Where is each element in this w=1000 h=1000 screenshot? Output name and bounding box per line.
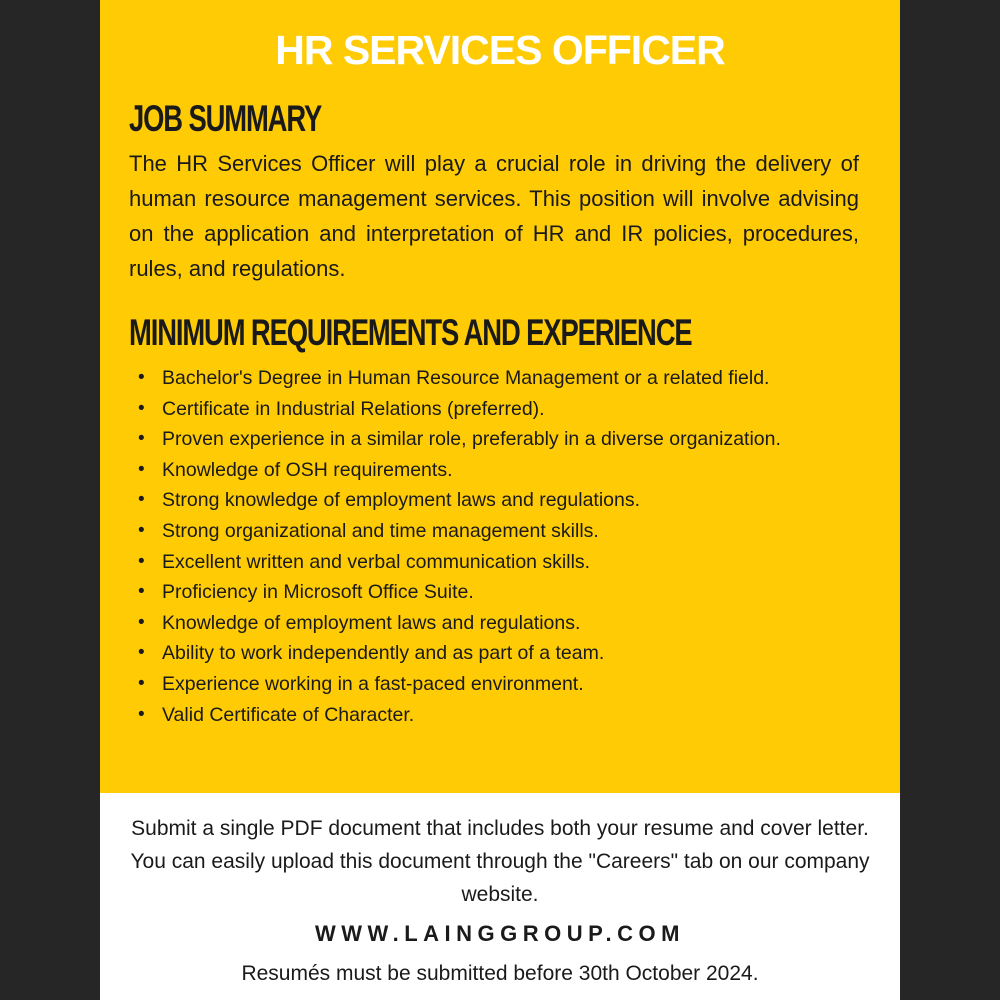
requirement-item — [135, 547, 856, 578]
requirement-text: Proven experience in a similar role, preferably in a diverse organization. — [162, 428, 781, 451]
requirement-item — [135, 638, 856, 669]
bullet-icon: • — [138, 428, 145, 450]
requirement-text: Excellent written and verbal communication skills. — [162, 550, 591, 573]
bullet-icon: • — [138, 550, 145, 572]
requirement-text: Ability to work independently and as part of a team. — [162, 642, 605, 665]
requirement-item — [135, 700, 856, 731]
requirements-list — [135, 363, 856, 730]
bullet-icon: • — [138, 611, 145, 633]
requirement-text: Bachelor's Degree in Human Resource Management or a related field. — [162, 367, 770, 389]
job-details-panel — [100, 0, 900, 793]
job-posting-card — [100, 0, 900, 1000]
bullet-icon: • — [138, 581, 145, 603]
bullet-icon: • — [138, 489, 145, 511]
requirement-text: Valid Certificate of Character. — [162, 703, 415, 726]
bullet-icon: • — [138, 519, 145, 541]
requirement-item — [135, 394, 856, 425]
requirement-item — [135, 669, 856, 700]
application-instructions: Submit a single PDF document that includes both your resume and cover letter. You can easily upload this document through the "Careers" tab on our company website. — [130, 817, 870, 906]
requirement-item — [135, 363, 856, 394]
bullet-icon: • — [138, 458, 145, 480]
requirement-text: Certificate in Industrial Relations (preferred). — [162, 397, 545, 420]
requirements-heading: MINIMUM REQUIREMENTS AND EXPERIENCE — [129, 312, 692, 353]
requirement-text: Experience working in a fast-paced environment. — [162, 672, 584, 695]
company-website-link[interactable]: WWW.LAINGGROUP.COM — [315, 921, 685, 946]
bullet-icon: • — [138, 642, 145, 664]
requirement-item — [135, 455, 856, 486]
requirement-text: Proficiency in Microsoft Office Suite. — [162, 581, 474, 604]
requirement-item — [135, 424, 856, 455]
job-summary-text: The HR Services Officer will play a crucial role in driving the delivery of human resource management services. This position will involve advising on the application and interpretation of HR and IR policies, procedures, rules, and regulations. — [129, 151, 859, 281]
requirement-item — [135, 577, 856, 608]
bullet-icon: • — [138, 672, 145, 694]
job-title: HR SERVICES OFFICER — [275, 27, 725, 73]
requirement-text: Knowledge of employment laws and regulations. — [162, 611, 581, 634]
requirement-item — [135, 485, 856, 516]
requirement-item — [135, 516, 856, 547]
bullet-icon: • — [138, 397, 145, 419]
requirement-text: Knowledge of OSH requirements. — [162, 458, 453, 481]
requirement-text: Strong knowledge of employment laws and regulations. — [162, 489, 641, 512]
job-summary-heading: JOB SUMMARY — [129, 98, 322, 139]
bullet-icon: • — [138, 367, 145, 388]
bullet-icon: • — [138, 703, 145, 725]
requirement-text: Strong organizational and time management skills. — [162, 519, 599, 542]
application-deadline: Resumés must be submitted before 30th October 2024. — [241, 962, 759, 985]
requirement-item — [135, 608, 856, 639]
